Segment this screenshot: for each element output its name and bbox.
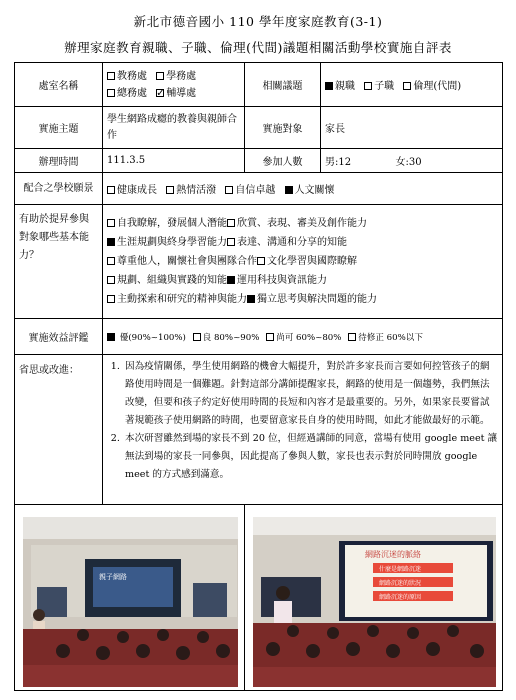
checkmark-icon: [156, 89, 164, 97]
topic-option[interactable]: 倫理(代間): [403, 77, 461, 92]
count-label: 參加人數: [245, 149, 321, 173]
theme-label: 實施主題: [15, 107, 103, 149]
count-value: [321, 149, 503, 173]
female-count: 女:30: [395, 157, 422, 168]
ability-option[interactable]: 獨立思考與解決問題的能力: [257, 294, 377, 305]
left-screen-text: 親子網路: [99, 572, 127, 581]
vision-option[interactable]: 人文關懷: [285, 181, 335, 196]
right-screen-line: 網路沉迷的原因: [379, 593, 422, 601]
checkbox-icon: [257, 257, 265, 265]
checkbox-icon: [107, 276, 115, 284]
document-title: 新北市德音國小 110 學年度家庭教育(3-1): [133, 14, 383, 29]
office-options: [103, 63, 245, 107]
filled-box-icon: [247, 295, 255, 303]
reflect-content: [103, 355, 503, 505]
ability-option[interactable]: 表達、溝通和分享的知能: [237, 237, 347, 248]
classroom-photo-right-icon: [253, 517, 496, 687]
filled-box-icon: [325, 82, 333, 90]
checkbox-icon: [227, 219, 235, 227]
checkbox-icon: [107, 257, 115, 265]
photo-cell-right: [245, 505, 503, 691]
evaluation-form: [14, 62, 503, 691]
theme-value: 學生網路成癮的教養與親師合作: [103, 107, 245, 149]
checkbox-icon: [227, 238, 235, 246]
ability-option[interactable]: 主動探索和研究的精神與能力: [117, 294, 247, 305]
vision-option[interactable]: 自信卓越: [225, 181, 275, 196]
filled-box-icon: [285, 186, 293, 194]
office-option[interactable]: ✓ 輔導處: [156, 85, 196, 102]
right-screen-line: 網路沉迷的狀況: [379, 579, 422, 587]
office-option[interactable]: 教務處: [107, 68, 147, 85]
eval-options: [103, 319, 503, 355]
checkbox-icon: [403, 82, 411, 90]
office-option[interactable]: 學務處: [156, 68, 196, 85]
ability-option[interactable]: 生涯規劃與終身學習能力: [117, 237, 227, 248]
ability-option[interactable]: 文化學習與國際瞭解: [267, 256, 357, 267]
eval-label: 實施效益評鑑: [15, 319, 103, 355]
reflection-item: 1. 因為疫情關係，學生使用網路的機會大幅提升，對於許多家長而言要如何控管孩子的網路使用時間是一個難題。針對這部分講師提醒家長，網路的使用是一個趨勢，我們無法改變，但要和孩子約定好使用時間的長短和內容才是最重要的。另外，如果家長要嘗試著規範孩子使用網路的時間，也要留意家長自身的使用時間，如此才能做最好的示範。: [123, 358, 498, 430]
checkbox-icon: [193, 333, 201, 341]
checkbox-icon: [364, 82, 372, 90]
reflect-label: 省思或改進：: [15, 355, 103, 505]
vision-options: [103, 173, 503, 205]
checkbox-icon: [107, 219, 115, 227]
topic-option[interactable]: 子職: [364, 77, 394, 92]
topic-options: [321, 63, 503, 107]
activity-photo-right: [253, 517, 496, 687]
vision-label: 配合之學校願景: [15, 173, 103, 205]
target-label: 實施對象: [245, 107, 321, 149]
right-screen-line: 什麼是網路沉迷: [379, 565, 422, 573]
classroom-photo-left-icon: [23, 517, 238, 687]
checkbox-icon: [156, 72, 164, 80]
document-subtitle: 辦理家庭教育親職、子職、倫理(代間)議題相關活動學校實施自評表: [64, 40, 452, 55]
checkbox-icon: [107, 72, 115, 80]
checkbox-icon: [166, 186, 174, 194]
ability-option[interactable]: 自我瞭解，發展個人潛能: [117, 218, 227, 229]
right-screen-title: 網路沉迷的脈絡: [365, 549, 421, 559]
date-label: 辦理時間: [15, 149, 103, 173]
office-option[interactable]: 總務處: [107, 85, 147, 102]
topic-label: 相關議題: [245, 63, 321, 107]
eval-option[interactable]: 優(90%~100%): [107, 331, 186, 343]
ability-option[interactable]: 欣賞、表現、審美及創作能力: [237, 218, 367, 229]
checkbox-icon: [348, 333, 356, 341]
ability-option[interactable]: 規劃、組織與實踐的知能: [117, 275, 227, 286]
office-label: 處室名稱: [15, 63, 103, 107]
checkbox-icon: [225, 186, 233, 194]
eval-option[interactable]: 良 80%~90%: [193, 331, 260, 343]
checkbox-icon: [107, 89, 115, 97]
eval-option[interactable]: 尚可 60%~80%: [266, 331, 341, 343]
filled-box-icon: [107, 238, 115, 246]
checkbox-icon: [107, 295, 115, 303]
male-count: 男:12: [325, 157, 352, 168]
vision-option[interactable]: 健康成長: [107, 181, 157, 196]
checkbox-icon: [107, 186, 115, 194]
ability-option[interactable]: 尊重他人，關懷社會與團隊合作: [117, 256, 257, 267]
filled-box-icon: [107, 333, 115, 341]
ability-label: 有助於提昇參與對象哪些基本能力？: [15, 205, 103, 319]
reflection-item: 2. 本次研習雖然到場的家長不到 20 位，但經過講師的同意，當場有使用 google meet 讓無法到場的家長一同參與，因此提高了參與人數，家長也表示對於同時開放 google meet 的方式感到滿意。: [123, 430, 498, 484]
filled-box-icon: [227, 276, 235, 284]
ability-options: [103, 205, 503, 319]
topic-option[interactable]: 親職: [325, 77, 355, 92]
photo-cell-left: [15, 505, 245, 691]
vision-option[interactable]: 熱情活潑: [166, 181, 216, 196]
ability-option[interactable]: 運用科技與資訊能力: [237, 275, 327, 286]
activity-photo-left: [23, 517, 238, 687]
checkbox-icon: [266, 333, 274, 341]
target-value: 家長: [321, 107, 503, 149]
eval-option[interactable]: 待修正 60%以下: [348, 331, 423, 343]
date-value: 111.3.5: [103, 149, 245, 173]
